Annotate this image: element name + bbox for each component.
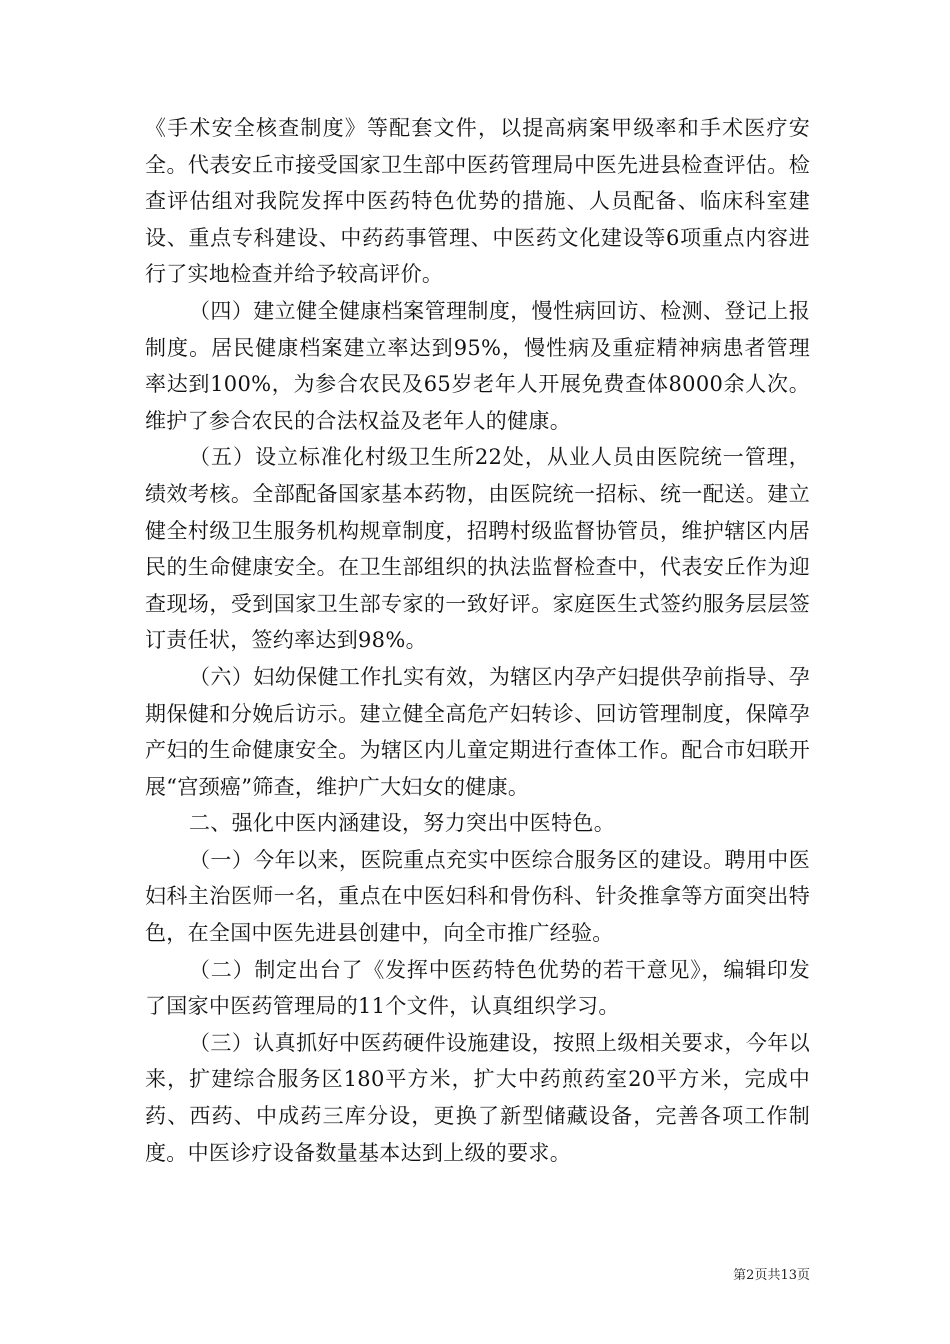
- paragraph-3: （五）设立标准化村级卫生所22处，从业人员由医院统一管理，绩效考核。全部配备国家基本药物，由医院统一招标、统一配送。建立健全村级卫生服务机构规章制度，招聘村级监督协管员，维护辖区内居民的生命健康安全。在卫生部组织的执法监督检查中，代表安丘作为迎查现场，受到国家卫生部专家的一致好评。家庭医生式签约服务层层签订责任状，签约率达到98%。: [145, 445, 810, 653]
- paragraph-4: （六）妇幼保健工作扎实有效，为辖区内孕产妇提供孕前指导、孕期保健和分娩后访示。建立健全高危产妇转诊、回访管理制度，保障孕产妇的生命健康安全。为辖区内儿童定期进行查体工作。配合市妇联开展“宫颈癌”筛查，维护广大妇女的健康。: [145, 664, 810, 799]
- paragraph-7: （三）认真抓好中医药硬件设施建设，按照上级相关要求，今年以来，扩建综合服务区180平方米，扩大中药煎药室20平方米，完成中药、西药、中成药三库分设，更换了新型储藏设备，完善各项工作制度。中医诊疗设备数量基本达到上级的要求。: [145, 1030, 810, 1165]
- page-number: 第2页共13页: [733, 1268, 810, 1283]
- paragraph-6: （二）制定出台了《发挥中医药特色优势的若干意见》，编辑印发了国家中医药管理局的11个文件，认真组织学习。: [145, 957, 810, 1019]
- document-body: [145, 110, 810, 1171]
- section-heading: 二、强化中医内涵建设，努力突出中医特色。: [189, 811, 615, 836]
- paragraph-5: （一）今年以来，医院重点充实中医综合服务区的建设。聘用中医妇科主治医师一名，重点在中医妇科和骨伤科、针灸推拿等方面突出特色，在全国中医先进县创建中，向全市推广经验。: [145, 847, 810, 946]
- paragraph-2: （四）建立健全健康档案管理制度，慢性病回访、检测、登记上报制度。居民健康档案建立率达到95%，慢性病及重症精神病患者管理率达到100%，为参合农民及65岁老年人开展免费查体8000余人次。维护了参合农民的合法权益及老年人的健康。: [145, 298, 810, 433]
- paragraph-1: 《手术安全核查制度》等配套文件，以提高病案甲级率和手术医疗安全。代表安丘市接受国家卫生部中医药管理局中医先进县检查评估。检查评估组对我院发挥中医药特色优势的措施、人员配备、临床科室建设、重点专科建设、中药药事管理、中医药文化建设等6项重点内容进行了实地检查并给予较高评价。: [145, 116, 810, 287]
